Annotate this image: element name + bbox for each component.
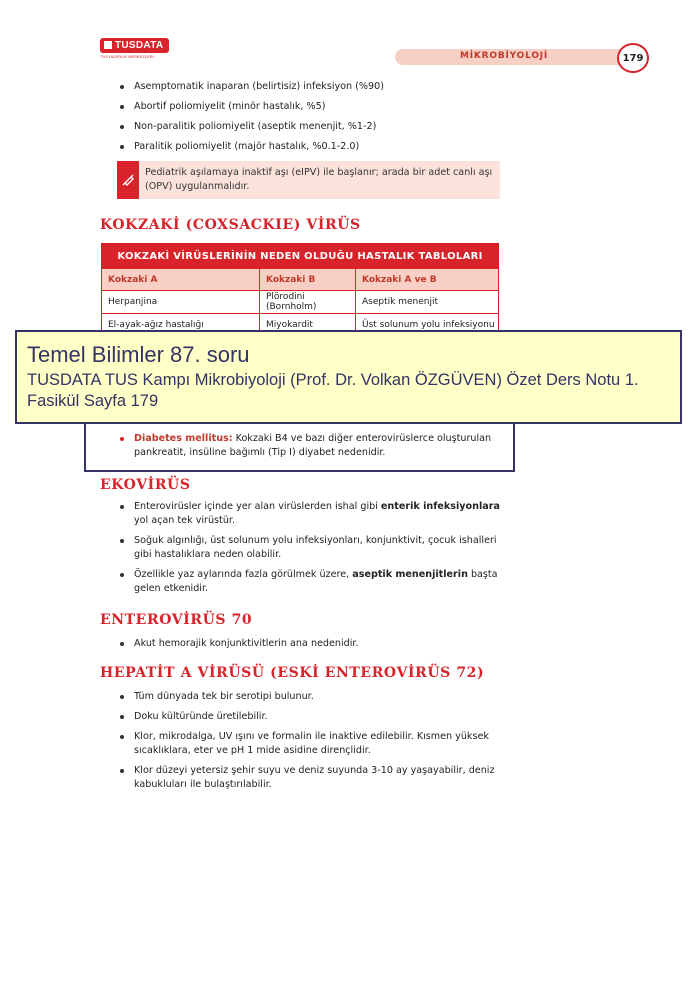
hepatitis-a-title: HEPATİT A VİRÜSÜ (ESKİ ENTEROVİRÜS 72) <box>100 665 485 681</box>
list-item: Akut hemorajik konjunktivitlerin ana nedenidir. <box>118 637 502 651</box>
overlay-subtitle: TUSDATA TUS Kampı Mikrobiyoloji (Prof. Dr. Volkan ÖZGÜVEN) Özet Ders Notu 1. Fasikül Sayfa 179 <box>27 371 639 410</box>
enterovirus70-list <box>118 637 502 657</box>
list-item: Klor, mikrodalga, UV ışını ve formalin ile inaktive edilebilir. Kısmen yüksek sıcaklıklara, eter ve pH 1 mide asidine dirençlidir. <box>118 730 502 758</box>
logo-subtitle: TUS HAZIRLIK MERKEZLERİ <box>100 54 154 59</box>
diabetes-note <box>118 432 502 460</box>
list-item: Klor düzeyi yetersiz şehir suyu ve deniz suyunda 3-10 ay yaşayabilir, deniz kabukluları ile bulaştırılabilir. <box>118 764 502 792</box>
coxsackie-table <box>101 243 499 336</box>
overlay-title: Temel Bilimler 87. soru <box>27 342 250 367</box>
table-cell: Miyokardit <box>260 314 356 336</box>
note-text: Pediatrik aşılamaya inaktif aşı (eIPV) ile başlanır; arada bir adet canlı aşı (OPV) uygulanmalıdır. <box>145 167 493 192</box>
list-item: Tüm dünyada tek bir serotipi bulunur. <box>118 690 502 704</box>
coxsackie-title: KOKZAKİ (COXSACKIE) VİRÜS <box>100 217 361 233</box>
list-item: Doku kültüründe üretilebilir. <box>118 710 502 724</box>
vaccine-note <box>117 161 500 199</box>
section-header: MİKROBİYOLOJİ <box>460 51 549 61</box>
list-item: Non-paralitik poliomiyelit (aseptik menenjit, %1-2) <box>118 120 502 134</box>
hepatitis-a-list <box>118 690 502 798</box>
list-item: Abortif poliomiyelit (minör hastalık, %5) <box>118 100 502 114</box>
table-header: Kokzaki A <box>102 269 260 291</box>
page-number: 179 <box>617 43 649 73</box>
echovirus-list <box>118 500 502 602</box>
polio-list <box>118 80 502 160</box>
diabetes-term: Diabetes mellitus: <box>134 433 233 444</box>
table-cell: El-ayak-ağız hastalığı <box>102 314 260 336</box>
diabetes-text: Kokzaki B4 ve bazı diğer enterovirüslerce oluşturulan pankreatit, insüline bağımlı (Tip I) diyabet nedenidir. <box>134 433 492 458</box>
list-item: Paralitik poliomiyelit (majör hastalık, %0.1-2.0) <box>118 140 502 154</box>
tusdata-logo <box>100 38 176 64</box>
table-cell: Herpanjina <box>102 291 260 314</box>
table-cell: Aseptik menenjit <box>356 291 499 314</box>
table-cell: Plörodini (Bornholm) <box>260 291 356 314</box>
syringe-icon <box>117 161 139 199</box>
list-item: Asemptomatik inaparan (belirtisiz) infeksiyon (%90) <box>118 80 502 94</box>
table-cell: Üst solunum yolu infeksiyonu <box>356 314 499 336</box>
table-header: Kokzaki B <box>260 269 356 291</box>
echovirus-title: EKOVİRÜS <box>100 477 191 493</box>
list-item: Soğuk algınlığı, üst solunum yolu infeksiyonları, konjunktivit, çocuk ishalleri gibi hastalıklara neden olabilir. <box>118 534 502 562</box>
table-caption: KOKZAKİ VİRÜSLERİNİN NEDEN OLDUĞU HASTALIK TABLOLARI <box>102 244 499 269</box>
question-overlay <box>15 330 682 424</box>
table-row <box>102 291 499 314</box>
list-item: Enterovirüsler içinde yer alan virüslerden ishal gibi enterik infeksiyonlara yol açan tek virüstür. <box>118 500 502 528</box>
logo-text: TUSDATA <box>115 40 164 51</box>
table-header: Kokzaki A ve B <box>356 269 499 291</box>
enterovirus70-title: ENTEROVİRÜS 70 <box>100 612 253 628</box>
list-item: Özellikle yaz aylarında fazla görülmek üzere, aseptik menenjitlerin başta gelen etkenidir. <box>118 568 502 596</box>
